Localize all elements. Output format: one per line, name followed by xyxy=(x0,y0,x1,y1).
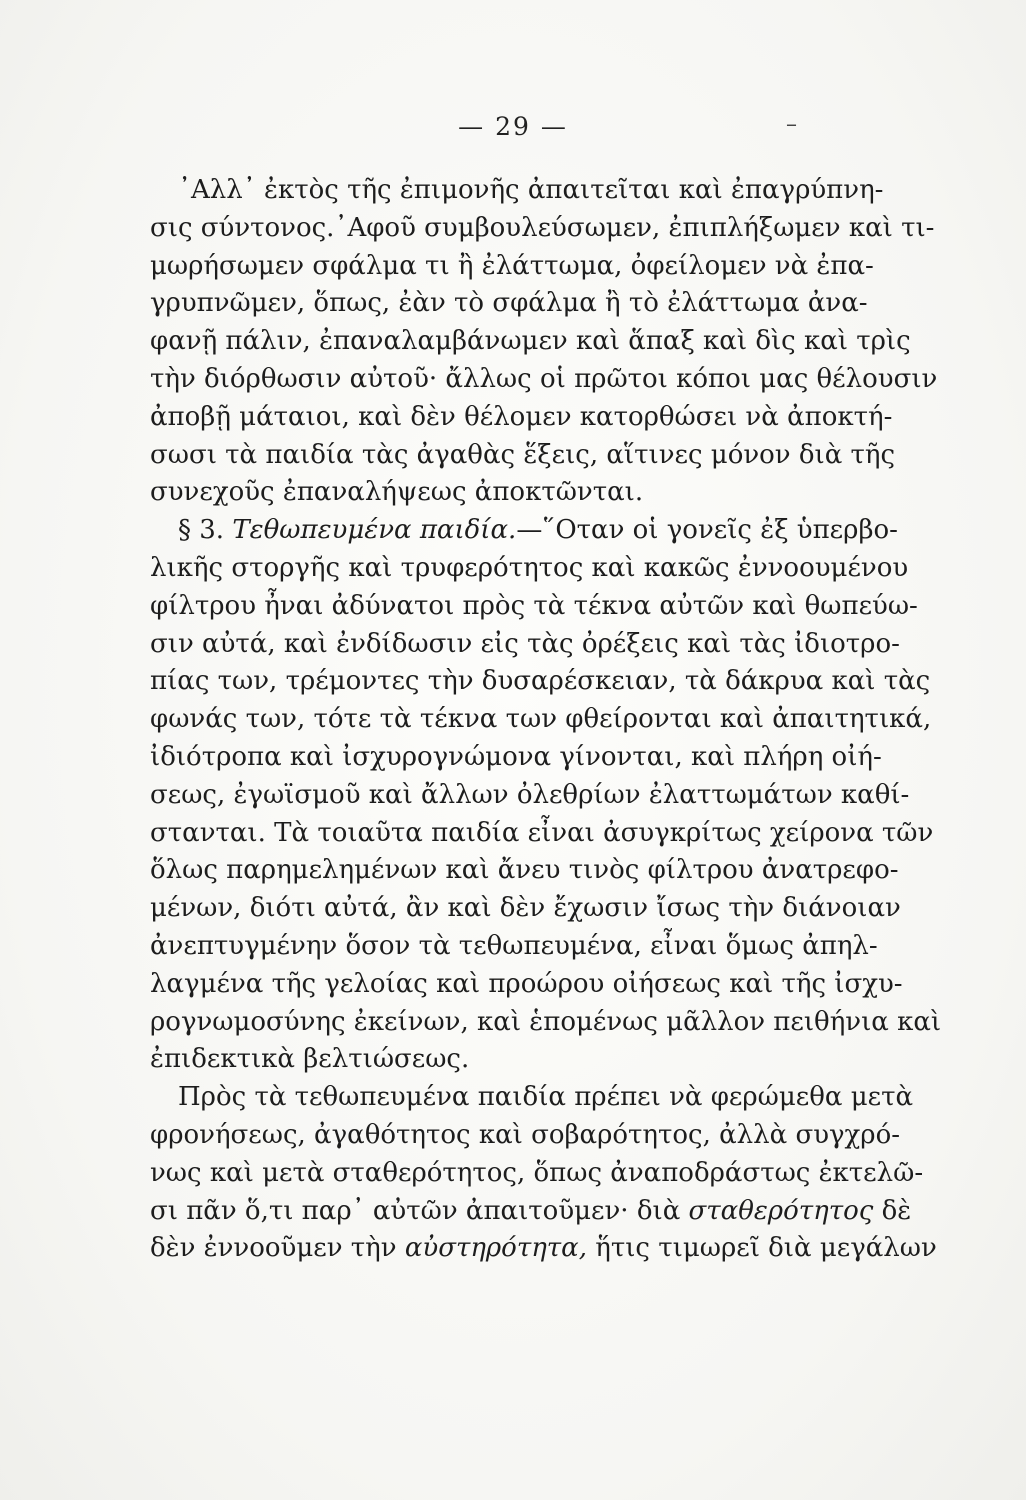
text-line xyxy=(150,323,911,361)
text-line xyxy=(150,437,896,475)
text-line-main: σεως, ἐγωϊσμοῦ καὶ ἄλλων ὀλεθρίων ἐλαττωμάτων καθί- xyxy=(150,779,910,810)
text-line-main: σις σύντονος.᾿Αφοῦ συμβουλεύσωμεν, ἐπιπλήξωμεν καὶ τι- xyxy=(150,212,935,243)
text-line-main: ἰδιότροπα καὶ ἰσχυρογνώμονα γίνονται, καὶ πλήρη οἰή- xyxy=(150,741,882,772)
text-line xyxy=(150,739,882,777)
text-line-main: ἀποβῇ μάταιοι, καὶ δὲν θέλομεν κατορθώσει νὰ ἀποκτή- xyxy=(150,401,893,432)
text-line-main: ρογνωμοσύνης ἐκείνων, καὶ ἑπομένως μᾶλλον πειθήνια καὶ xyxy=(150,1006,942,1037)
text-line xyxy=(150,777,910,815)
text-line xyxy=(150,285,868,323)
text-line xyxy=(150,512,898,550)
text-line xyxy=(150,1041,850,1079)
text-line-main: ὅλως παρημελημένων καὶ ἄνευ τινὸς φίλτρου ἀνατρεφο- xyxy=(150,855,899,886)
text-line xyxy=(150,966,903,1004)
text-line xyxy=(150,626,900,664)
text-line-main: μένων, διότι αὐτά, ἂν καὶ δὲν ἔχωσιν ἴσως τὴν διάνοιαν xyxy=(150,893,901,924)
text-line-main: δὲν ἐννοοῦμεν τὴν xyxy=(150,1233,397,1264)
text-line-main: § 3. xyxy=(178,515,225,546)
text-line-rest: ἥτις τιμωρεῖ διὰ μεγάλων xyxy=(587,1233,937,1264)
text-line xyxy=(150,248,874,286)
text-line xyxy=(150,172,884,210)
text-line-main: συνεχοῦς ἐπαναλήψεως ἀποκτῶνται. xyxy=(150,477,644,508)
text-line xyxy=(150,588,918,626)
text-line xyxy=(150,550,909,588)
text-line-main: τὴν διόρθωσιν αὐτοῦ· ἄλλως οἱ πρῶτοι κόποι μας θέλουσιν xyxy=(150,363,938,394)
body-text xyxy=(150,172,942,1268)
text-line xyxy=(150,474,850,512)
margin-mark: – xyxy=(786,112,797,137)
text-line-italic: Τεθωπευμένα παιδία. xyxy=(232,515,517,546)
text-line xyxy=(150,890,901,928)
text-line xyxy=(150,1155,924,1193)
text-line-main: μωρήσωμεν σφάλμα τι ἢ ἐλάττωμα, ὀφείλομεν νὰ ἐπα- xyxy=(150,250,874,281)
text-line xyxy=(150,663,931,701)
text-line-italic: σταθερότητος xyxy=(688,1195,874,1226)
text-line-main: στανται. Τὰ τοιαῦτα παιδία εἶναι ἀσυγκρίτως χείρονα τῶν xyxy=(150,817,934,848)
text-line xyxy=(150,852,899,890)
text-line-main: λικῆς στοργῆς καὶ τρυφερότητος καὶ κακῶς ἐννοουμένου xyxy=(150,552,909,583)
text-line-main: σιν αὐτά, καὶ ἐνδίδωσιν εἰς τὰς ὀρέξεις καὶ τὰς ἰδιοτρο- xyxy=(150,628,900,659)
text-line-main: φρονήσεως, ἀγαθότητος καὶ σοβαρότητος, ἀλλὰ συγχρό- xyxy=(150,1119,901,1150)
text-line-main: πίας των, τρέμοντες τὴν δυσαρέσκειαν, τὰ δάκρυα καὶ τὰς xyxy=(150,666,931,697)
text-line-main: λαγμένα τῆς γελοίας καὶ προώρου οἰήσεως καὶ τῆς ἰσχυ- xyxy=(150,968,903,999)
text-line-main: νως καὶ μετὰ σταθερότητος, ὅπως ἀναποδράστως ἐκτελῶ- xyxy=(150,1157,924,1188)
text-line-main: γρυπνῶμεν, ὅπως, ἐὰν τὸ σφάλμα ἢ τὸ ἐλάττωμα ἀνα- xyxy=(150,288,868,319)
text-line xyxy=(150,399,893,437)
text-line-main: φωνάς των, τότε τὰ τέκνα των φθείρονται καὶ ἀπαιτητικά, xyxy=(150,704,932,735)
text-line xyxy=(150,1230,937,1268)
text-line-main: ᾿Αλλ᾿ ἐκτὸς τῆς ἐπιμονῆς ἀπαιτεῖται καὶ ἐπαγρύπνη- xyxy=(178,175,884,205)
text-line-main: φανῇ πάλιν, ἐπαναλαμβάνωμεν καὶ ἅπαξ καὶ δὶς καὶ τρὶς xyxy=(150,326,911,357)
text-line-italic: αὐστηρότητα, xyxy=(404,1233,588,1264)
text-line xyxy=(150,1117,901,1155)
text-line xyxy=(150,701,932,739)
text-line-main: ἀνεπτυγμένην ὅσον τὰ τεθωπευμένα, εἶναι ὅμως ἀπηλ- xyxy=(150,930,878,961)
text-line xyxy=(150,1193,912,1231)
text-line-main: Πρὸς τὰ τεθωπευμένα παιδία πρέπει νὰ φερώμεθα μετὰ xyxy=(178,1082,914,1113)
text-line-main: σι πᾶν ὅ,τι παρ᾿ αὐτῶν ἀπαιτοῦμεν· διὰ xyxy=(150,1195,681,1226)
text-line xyxy=(150,815,934,853)
page-number: — 29 — xyxy=(458,112,568,141)
text-line xyxy=(150,1004,942,1042)
text-line-rest: —῞Οταν οἱ γονεῖς ἐξ ὑπερβο- xyxy=(516,515,898,546)
text-line-main: σωσι τὰ παιδία τὰς ἀγαθὰς ἕξεις, αἵτινες μόνον διὰ τῆς xyxy=(150,439,896,470)
text-line xyxy=(150,928,878,966)
text-line xyxy=(150,361,938,399)
text-line xyxy=(150,1079,914,1117)
text-line xyxy=(150,210,935,248)
text-line-main: ἐπιδεκτικὰ βελτιώσεως. xyxy=(150,1044,470,1075)
text-line-main: φίλτρου ἦναι ἀδύνατοι πρὸς τὰ τέκνα αὐτῶν καὶ θωπεύω- xyxy=(150,590,918,621)
text-line-rest: δὲ xyxy=(873,1195,912,1226)
